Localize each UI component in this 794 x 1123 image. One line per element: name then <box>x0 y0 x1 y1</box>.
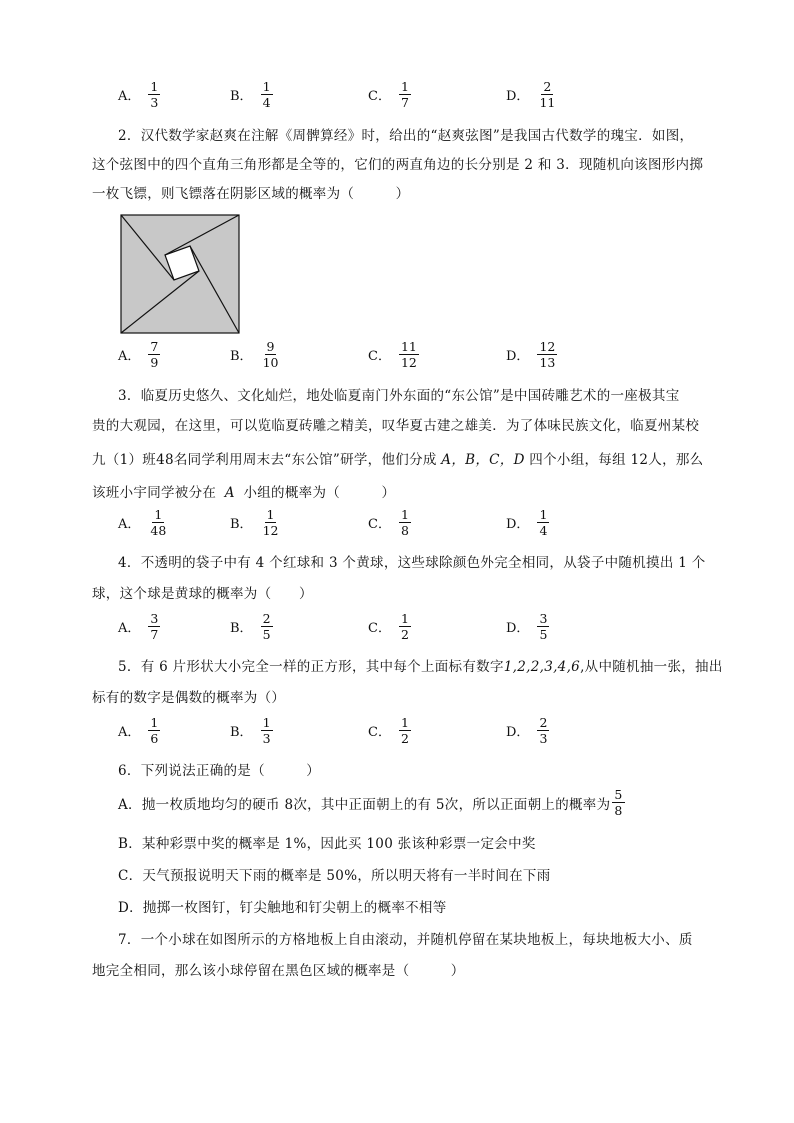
q5-line1-part1: 5．有 6 片形状大小完全一样的正方形，其中每个上面标有数字 <box>118 659 504 675</box>
denominator: 7 <box>150 627 159 643</box>
fraction <box>537 716 549 745</box>
denominator: 8 <box>614 803 623 819</box>
option-label: C． <box>368 349 391 365</box>
numerator: 11 <box>400 339 417 354</box>
denominator: 9 <box>150 355 159 371</box>
denominator: 8 <box>400 523 409 539</box>
numerator: 3 <box>539 611 548 626</box>
numerator: 1 <box>150 715 159 730</box>
q5-number-list: 1,2,2,3,4,6 <box>503 659 581 675</box>
fraction <box>261 716 273 745</box>
q3-line4-part1: 该班小宇同学被分在 <box>92 485 217 501</box>
q7-stem-line2: 地完全相同，那么该小球停留在黑色区域的概率是（ ） <box>92 963 465 979</box>
q4-option-b[interactable] <box>230 612 273 641</box>
q5-option-a[interactable] <box>118 716 160 745</box>
denominator: 7 <box>400 95 409 111</box>
q1-option-d[interactable] <box>506 80 557 109</box>
denominator: 12 <box>262 523 279 539</box>
q6-option-d[interactable]: D．抛掷一枚图钉，钉尖触地和钉尖朝上的概率不相等 <box>118 900 447 916</box>
fraction <box>399 508 411 537</box>
q7-stem-line1: 7．一个小球在如图所示的方格地板上自由滚动，并随机停留在某块地板上，每块地板大小、质 <box>118 932 693 948</box>
fraction <box>148 80 160 109</box>
fraction <box>399 716 411 745</box>
zhao-shuang-chord-diagram <box>120 214 240 334</box>
option-label: A． <box>118 517 141 533</box>
option-label: B． <box>230 621 253 637</box>
q3-option-a[interactable] <box>118 508 168 537</box>
option-label: A． <box>118 349 141 365</box>
option-label: C． <box>368 517 391 533</box>
q3-group-a: A <box>224 485 235 501</box>
fraction <box>261 612 273 641</box>
denominator: 2 <box>400 731 409 747</box>
option-label: C． <box>368 89 391 105</box>
denominator: 3 <box>150 95 159 111</box>
fraction <box>148 612 160 641</box>
q3-option-c[interactable] <box>368 508 411 537</box>
numerator: 1 <box>400 507 409 522</box>
denominator: 3 <box>539 731 548 747</box>
q5-stem-line2: 标有的数字是偶数的概率为（） <box>92 690 286 706</box>
numerator: 2 <box>543 79 552 94</box>
numerator: 1 <box>400 611 409 626</box>
numerator: 3 <box>150 611 159 626</box>
option-label: D． <box>506 725 530 741</box>
option-label: A． <box>118 89 141 105</box>
numerator: 1 <box>400 715 409 730</box>
numerator: 1 <box>154 507 163 522</box>
q4-stem-line1: 4．不透明的袋子中有 4 个红球和 3 个黄球，这些球除颜色外完全相同，从袋子中随机摸出 1 个 <box>118 555 706 571</box>
q2-stem-line1: 2．汉代数学家赵爽在注解《周髀算经》时，给出的“赵爽弦图”是我国古代数学的瑰宝．如图， <box>118 128 694 144</box>
option-label: A． <box>118 725 141 741</box>
numerator: 12 <box>539 339 556 354</box>
numerator: 2 <box>262 611 271 626</box>
q5-option-b[interactable] <box>230 716 273 745</box>
q3-stem-line4 <box>92 481 395 501</box>
denominator: 6 <box>150 731 159 747</box>
option-label: D． <box>506 89 530 105</box>
q5-option-d[interactable] <box>506 716 549 745</box>
fraction <box>148 340 160 369</box>
fraction <box>612 788 624 817</box>
q2-option-d[interactable] <box>506 340 557 369</box>
option-label: B． <box>230 517 253 533</box>
fraction <box>261 508 281 537</box>
q2-stem-line3: 一枚飞镖，则飞镖落在阴影区域的概率为（ ） <box>92 186 410 202</box>
option-label: B． <box>230 89 253 105</box>
q6-stem: 6．下列说法正确的是（ ） <box>118 763 321 779</box>
q4-option-a[interactable] <box>118 612 160 641</box>
option-label: C． <box>368 725 391 741</box>
numerator: 1 <box>150 79 159 94</box>
q4-option-d[interactable] <box>506 612 549 641</box>
q3-line3-part1: 九（1）班48名同学利用周末去“东公馆”研学，他们分成 <box>92 452 437 468</box>
q1-option-c[interactable] <box>368 80 411 109</box>
denominator: 2 <box>400 627 409 643</box>
numerator: 1 <box>539 507 548 522</box>
q4-option-c[interactable] <box>368 612 411 641</box>
option-label: D． <box>506 349 530 365</box>
fraction <box>148 508 168 537</box>
numerator: 1 <box>400 79 409 94</box>
denominator: 3 <box>262 731 271 747</box>
option-label: B． <box>230 349 253 365</box>
q5-option-c[interactable] <box>368 716 411 745</box>
q2-option-c[interactable] <box>368 340 419 369</box>
option-label: D． <box>506 517 530 533</box>
denominator: 11 <box>539 95 556 111</box>
denominator: 4 <box>262 95 271 111</box>
denominator: 48 <box>150 523 167 539</box>
q3-group-names: A，B，C，D <box>441 452 525 468</box>
denominator: 10 <box>262 355 279 371</box>
q2-option-a[interactable] <box>118 340 160 369</box>
q5-line1-part2: ,从中随机抽一张，抽出 <box>580 659 723 675</box>
q3-stem-line1: 3．临夏历史悠久、文化灿烂，地处临夏南门外东面的“东公馆”是中国砖雕艺术的一座极其宝 <box>118 388 680 404</box>
fraction <box>537 340 557 369</box>
denominator: 13 <box>539 355 556 371</box>
numerator: 5 <box>614 787 623 802</box>
option-label: D． <box>506 621 530 637</box>
q3-line3-part2: 四个小组，每组 12人，那么 <box>529 452 704 468</box>
q6-option-a[interactable] <box>118 788 625 817</box>
numerator: 2 <box>539 715 548 730</box>
fraction <box>399 612 411 641</box>
numerator: 1 <box>266 507 275 522</box>
fraction <box>537 508 549 537</box>
q4-stem-line2: 球，这个球是黄球的概率为（ ） <box>92 586 313 602</box>
numerator: 1 <box>262 79 271 94</box>
fraction <box>148 716 160 745</box>
fraction <box>537 80 557 109</box>
option-label: C． <box>368 621 391 637</box>
q5-stem-line1 <box>118 655 723 675</box>
numerator: 1 <box>262 715 271 730</box>
numerator: 7 <box>150 339 159 354</box>
denominator: 5 <box>262 627 271 643</box>
denominator: 12 <box>400 355 417 371</box>
option-label: B． <box>230 725 253 741</box>
denominator: 4 <box>539 523 548 539</box>
q6-option-a-text: A．抛一枚质地均匀的硬币 8次，其中正面朝上的有 5次，所以正面朝上的概率为 <box>118 796 611 813</box>
option-label: A． <box>118 621 141 637</box>
denominator: 5 <box>539 627 548 643</box>
fraction <box>399 340 419 369</box>
q3-stem-line3 <box>92 448 703 468</box>
q3-option-d[interactable] <box>506 508 549 537</box>
fraction <box>399 80 411 109</box>
q2-stem-line2: 这个弦图中的四个直角三角形都是全等的，它们的两直角边的长分别是 2 和 3．现随机向该图形内掷 <box>92 157 704 173</box>
q3-stem-line2: 贵的大观园，在这里，可以览临夏砖雕之精美，叹华夏古建之雄美．为了体味民族文化，临夏州某校 <box>92 418 700 434</box>
q2-option-b[interactable] <box>230 340 280 369</box>
q6-option-b[interactable]: B．某种彩票中奖的概率是 1%，因此买 100 张该种彩票一定会中奖 <box>118 836 536 852</box>
q6-option-c[interactable]: C．天气预报说明天下雨的概率是 50%，所以明天将有一半时间在下雨 <box>118 868 551 884</box>
q3-line4-part2: 小组的概率为（ ） <box>243 485 396 501</box>
fraction <box>261 80 273 109</box>
q1-option-b[interactable] <box>230 80 273 109</box>
fraction <box>261 340 281 369</box>
q1-option-a[interactable] <box>118 80 160 109</box>
q3-option-b[interactable] <box>230 508 280 537</box>
fraction <box>537 612 549 641</box>
numerator: 9 <box>266 339 275 354</box>
